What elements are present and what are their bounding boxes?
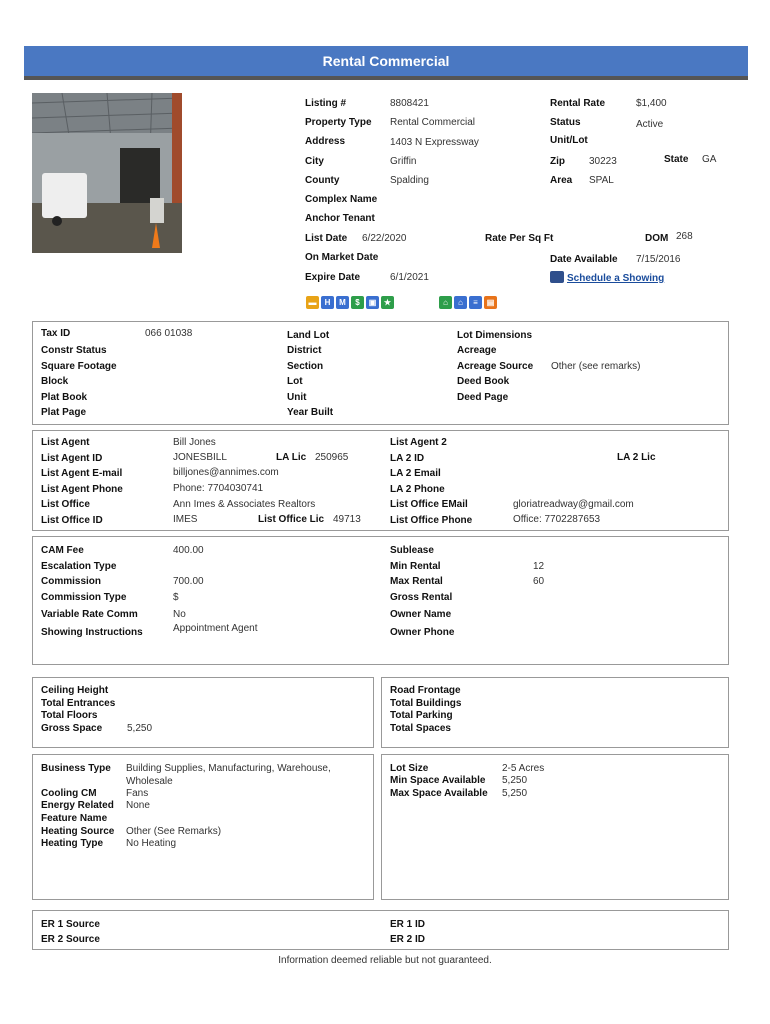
expire-date-value: 6/1/2021	[390, 272, 429, 283]
escalation-type-label: Escalation Type	[41, 561, 117, 572]
list-agent-id-value: JONESBILL	[173, 452, 227, 463]
list-agent-email-label: List Agent E-mail	[41, 468, 123, 479]
lot-size-label: Lot Size	[390, 763, 429, 774]
home-green-icon[interactable]: ⌂	[439, 296, 452, 309]
energy-related-value: None	[126, 800, 150, 811]
gross-rental-label: Gross Rental	[390, 592, 453, 603]
zip-label: Zip	[550, 156, 565, 167]
unit-label: Unit	[287, 392, 307, 403]
city-label: City	[305, 156, 324, 167]
doc-icon[interactable]: ≡	[469, 296, 482, 309]
min-rental-value: 12	[533, 561, 545, 572]
variable-rate-value: No	[173, 609, 186, 620]
road-frontage-label: Road Frontage	[390, 685, 461, 696]
ceiling-height-label: Ceiling Height	[41, 685, 109, 696]
state-value: GA	[702, 154, 717, 165]
business-type-value: Building Supplies, Manufacturing, Warehouse, Wholesale	[126, 763, 331, 787]
list-agent-2-label: List Agent 2	[390, 437, 447, 448]
unit-lot-label: Unit/Lot	[550, 135, 588, 146]
heating-type-label: Heating Type	[41, 838, 104, 849]
list-office-value: Ann Imes & Associates Realtors	[173, 499, 316, 510]
heating-source-value: Other (See Remarks)	[126, 826, 222, 837]
dollar-icon[interactable]: $	[351, 296, 364, 309]
year-built-label: Year Built	[287, 407, 334, 418]
commission-type-value: $	[173, 592, 179, 603]
showing-instructions-label: Showing Instructions	[41, 627, 143, 638]
la-lic-value: 250965	[315, 452, 349, 463]
date-available-value: 7/15/2016	[636, 254, 681, 265]
rate-per-sqft-label: Rate Per Sq Ft	[485, 233, 554, 244]
dom-label: DOM	[645, 233, 669, 244]
date-available-label: Date Available	[550, 254, 618, 265]
page-title-bar	[24, 46, 748, 80]
area-value: SPAL	[589, 175, 614, 186]
h-icon[interactable]: H	[321, 296, 334, 309]
section-label: Section	[287, 361, 324, 372]
status-label: Status	[550, 117, 581, 128]
dom-value: 268	[676, 231, 693, 242]
lot-dimensions-label: Lot Dimensions	[457, 330, 533, 341]
print-icon[interactable]: ▤	[484, 296, 497, 309]
acreage-label: Acreage	[457, 345, 497, 356]
min-rental-label: Min Rental	[390, 561, 441, 572]
county-label: County	[305, 175, 340, 186]
zip-value: 30223	[589, 156, 617, 167]
list-office-email-value[interactable]: gloriatreadway@gmail.com	[513, 499, 634, 510]
sublease-label: Sublease	[390, 545, 434, 556]
cooling-cm-label: Cooling CM	[41, 788, 97, 799]
lot-size-value: 2-5 Acres	[502, 763, 545, 774]
list-date-value: 6/22/2020	[362, 233, 407, 244]
block-label: Block	[41, 376, 69, 387]
er1-id-label: ER 1 ID	[390, 919, 426, 930]
min-space-label: Min Space Available	[390, 775, 486, 786]
total-parking-label: Total Parking	[390, 710, 453, 721]
address-value: 1403 N Expressway	[390, 137, 479, 148]
owner-name-label: Owner Name	[390, 609, 452, 620]
state-label: State	[664, 154, 689, 165]
list-office-phone-value: Office: 7702287653	[513, 514, 601, 525]
status-value: Active	[636, 119, 664, 130]
rental-rate-label: Rental Rate	[550, 98, 606, 109]
la2-phone-label: LA 2 Phone	[390, 484, 445, 495]
er-section	[32, 910, 729, 950]
total-buildings-label: Total Buildings	[390, 698, 462, 709]
complex-name-label: Complex Name	[305, 194, 378, 205]
walk-icon[interactable]: ★	[381, 296, 394, 309]
page-title: Rental Commercial	[322, 53, 450, 69]
list-office-label: List Office	[41, 499, 90, 510]
heating-type-value: No Heating	[126, 838, 177, 849]
la-lic-label: LA Lic	[276, 452, 307, 463]
tax-id-value: 066 01038	[145, 328, 193, 339]
feature-name-label: Feature Name	[41, 813, 108, 824]
list-office-id-value: IMES	[173, 514, 198, 525]
total-entrances-label: Total Entrances	[41, 698, 116, 709]
m-icon[interactable]: M	[336, 296, 349, 309]
listing-no-label: Listing #	[305, 98, 347, 109]
gross-space-label: Gross Space	[41, 723, 103, 734]
car-icon[interactable]: ▬	[306, 296, 319, 309]
property-photo[interactable]	[32, 93, 182, 253]
owner-phone-label: Owner Phone	[390, 627, 455, 638]
property-type-value: Rental Commercial	[390, 117, 476, 128]
lot-label: Lot	[287, 376, 303, 387]
max-space-label: Max Space Available	[390, 788, 488, 799]
showing-instructions-value: Appointment Agent	[173, 623, 258, 634]
gross-space-value: 5,250	[127, 723, 153, 734]
land-lot-label: Land Lot	[287, 330, 330, 341]
district-label: District	[287, 345, 322, 356]
list-agent-phone-label: List Agent Phone	[41, 484, 123, 495]
warehouse-photo-image	[32, 93, 182, 253]
total-spaces-label: Total Spaces	[390, 723, 451, 734]
cooling-cm-value: Fans	[126, 788, 149, 799]
listing-no-value: 8808421	[390, 98, 429, 109]
expire-date-label: Expire Date	[305, 272, 361, 283]
max-space-value: 5,250	[502, 788, 528, 799]
list-office-email-label: List Office EMail	[390, 499, 468, 510]
list-office-lic-value: 49713	[333, 514, 361, 525]
county-value: Spalding	[390, 175, 429, 186]
on-market-date-label: On Market Date	[305, 252, 379, 263]
la2-lic-label: LA 2 Lic	[617, 452, 656, 463]
er2-id-label: ER 2 ID	[390, 934, 426, 945]
plat-page-label: Plat Page	[41, 407, 87, 418]
energy-related-label: Energy Related	[41, 800, 114, 811]
list-agent-phone-value: Phone: 7704030741	[173, 483, 264, 494]
plat-book-label: Plat Book	[41, 392, 88, 403]
area-label: Area	[550, 175, 573, 186]
calendar-icon[interactable]	[550, 271, 564, 283]
list-date-label: List Date	[305, 233, 348, 244]
la2-id-label: LA 2 ID	[390, 453, 425, 464]
disclaimer-footer: Information deemed reliable but not guaranteed.	[278, 955, 492, 966]
la2-email-label: LA 2 Email	[390, 468, 441, 479]
acreage-source-label: Acreage Source	[457, 361, 534, 372]
anchor-tenant-label: Anchor Tenant	[305, 213, 375, 224]
acreage-source-value: Other (see remarks)	[551, 361, 641, 372]
commission-type-label: Commission Type	[41, 592, 127, 603]
deed-book-label: Deed Book	[457, 376, 510, 387]
total-floors-label: Total Floors	[41, 710, 98, 721]
business-type-label: Business Type	[41, 763, 111, 774]
max-rental-value: 60	[533, 576, 545, 587]
deed-page-label: Deed Page	[457, 392, 509, 403]
home-blue-icon[interactable]: ⌂	[454, 296, 467, 309]
list-agent-value: Bill Jones	[173, 437, 216, 448]
photo-icon[interactable]: ▣	[366, 296, 379, 309]
schedule-showing-link[interactable]: Schedule a Showing	[567, 273, 665, 284]
list-office-lic-label: List Office Lic	[258, 514, 325, 525]
fees-section	[32, 536, 729, 665]
commission-value: 700.00	[173, 576, 204, 587]
rental-rate-value: $1,400	[636, 98, 667, 109]
max-rental-label: Max Rental	[390, 576, 443, 587]
min-space-value: 5,250	[502, 775, 528, 786]
property-type-label: Property Type	[305, 117, 372, 128]
er2-source-label: ER 2 Source	[41, 934, 100, 945]
heating-source-label: Heating Source	[41, 826, 115, 837]
constr-status-label: Constr Status	[41, 345, 107, 356]
list-agent-label: List Agent	[41, 437, 90, 448]
cam-fee-label: CAM Fee	[41, 545, 84, 556]
agent-section	[32, 430, 729, 531]
cam-fee-value: 400.00	[173, 545, 204, 556]
tax-id-label: Tax ID	[41, 328, 71, 339]
variable-rate-label: Variable Rate Comm	[41, 609, 138, 620]
list-agent-email-value[interactable]: billjones@annimes.com	[173, 467, 279, 478]
list-agent-id-label: List Agent ID	[41, 453, 103, 464]
address-label: Address	[305, 136, 346, 147]
list-office-phone-label: List Office Phone	[390, 515, 473, 526]
list-office-id-label: List Office ID	[41, 515, 103, 526]
city-value: Griffin	[390, 156, 417, 167]
square-footage-label: Square Footage	[41, 361, 117, 372]
commission-label: Commission	[41, 576, 102, 587]
er1-source-label: ER 1 Source	[41, 919, 100, 930]
tax-section	[32, 321, 729, 425]
